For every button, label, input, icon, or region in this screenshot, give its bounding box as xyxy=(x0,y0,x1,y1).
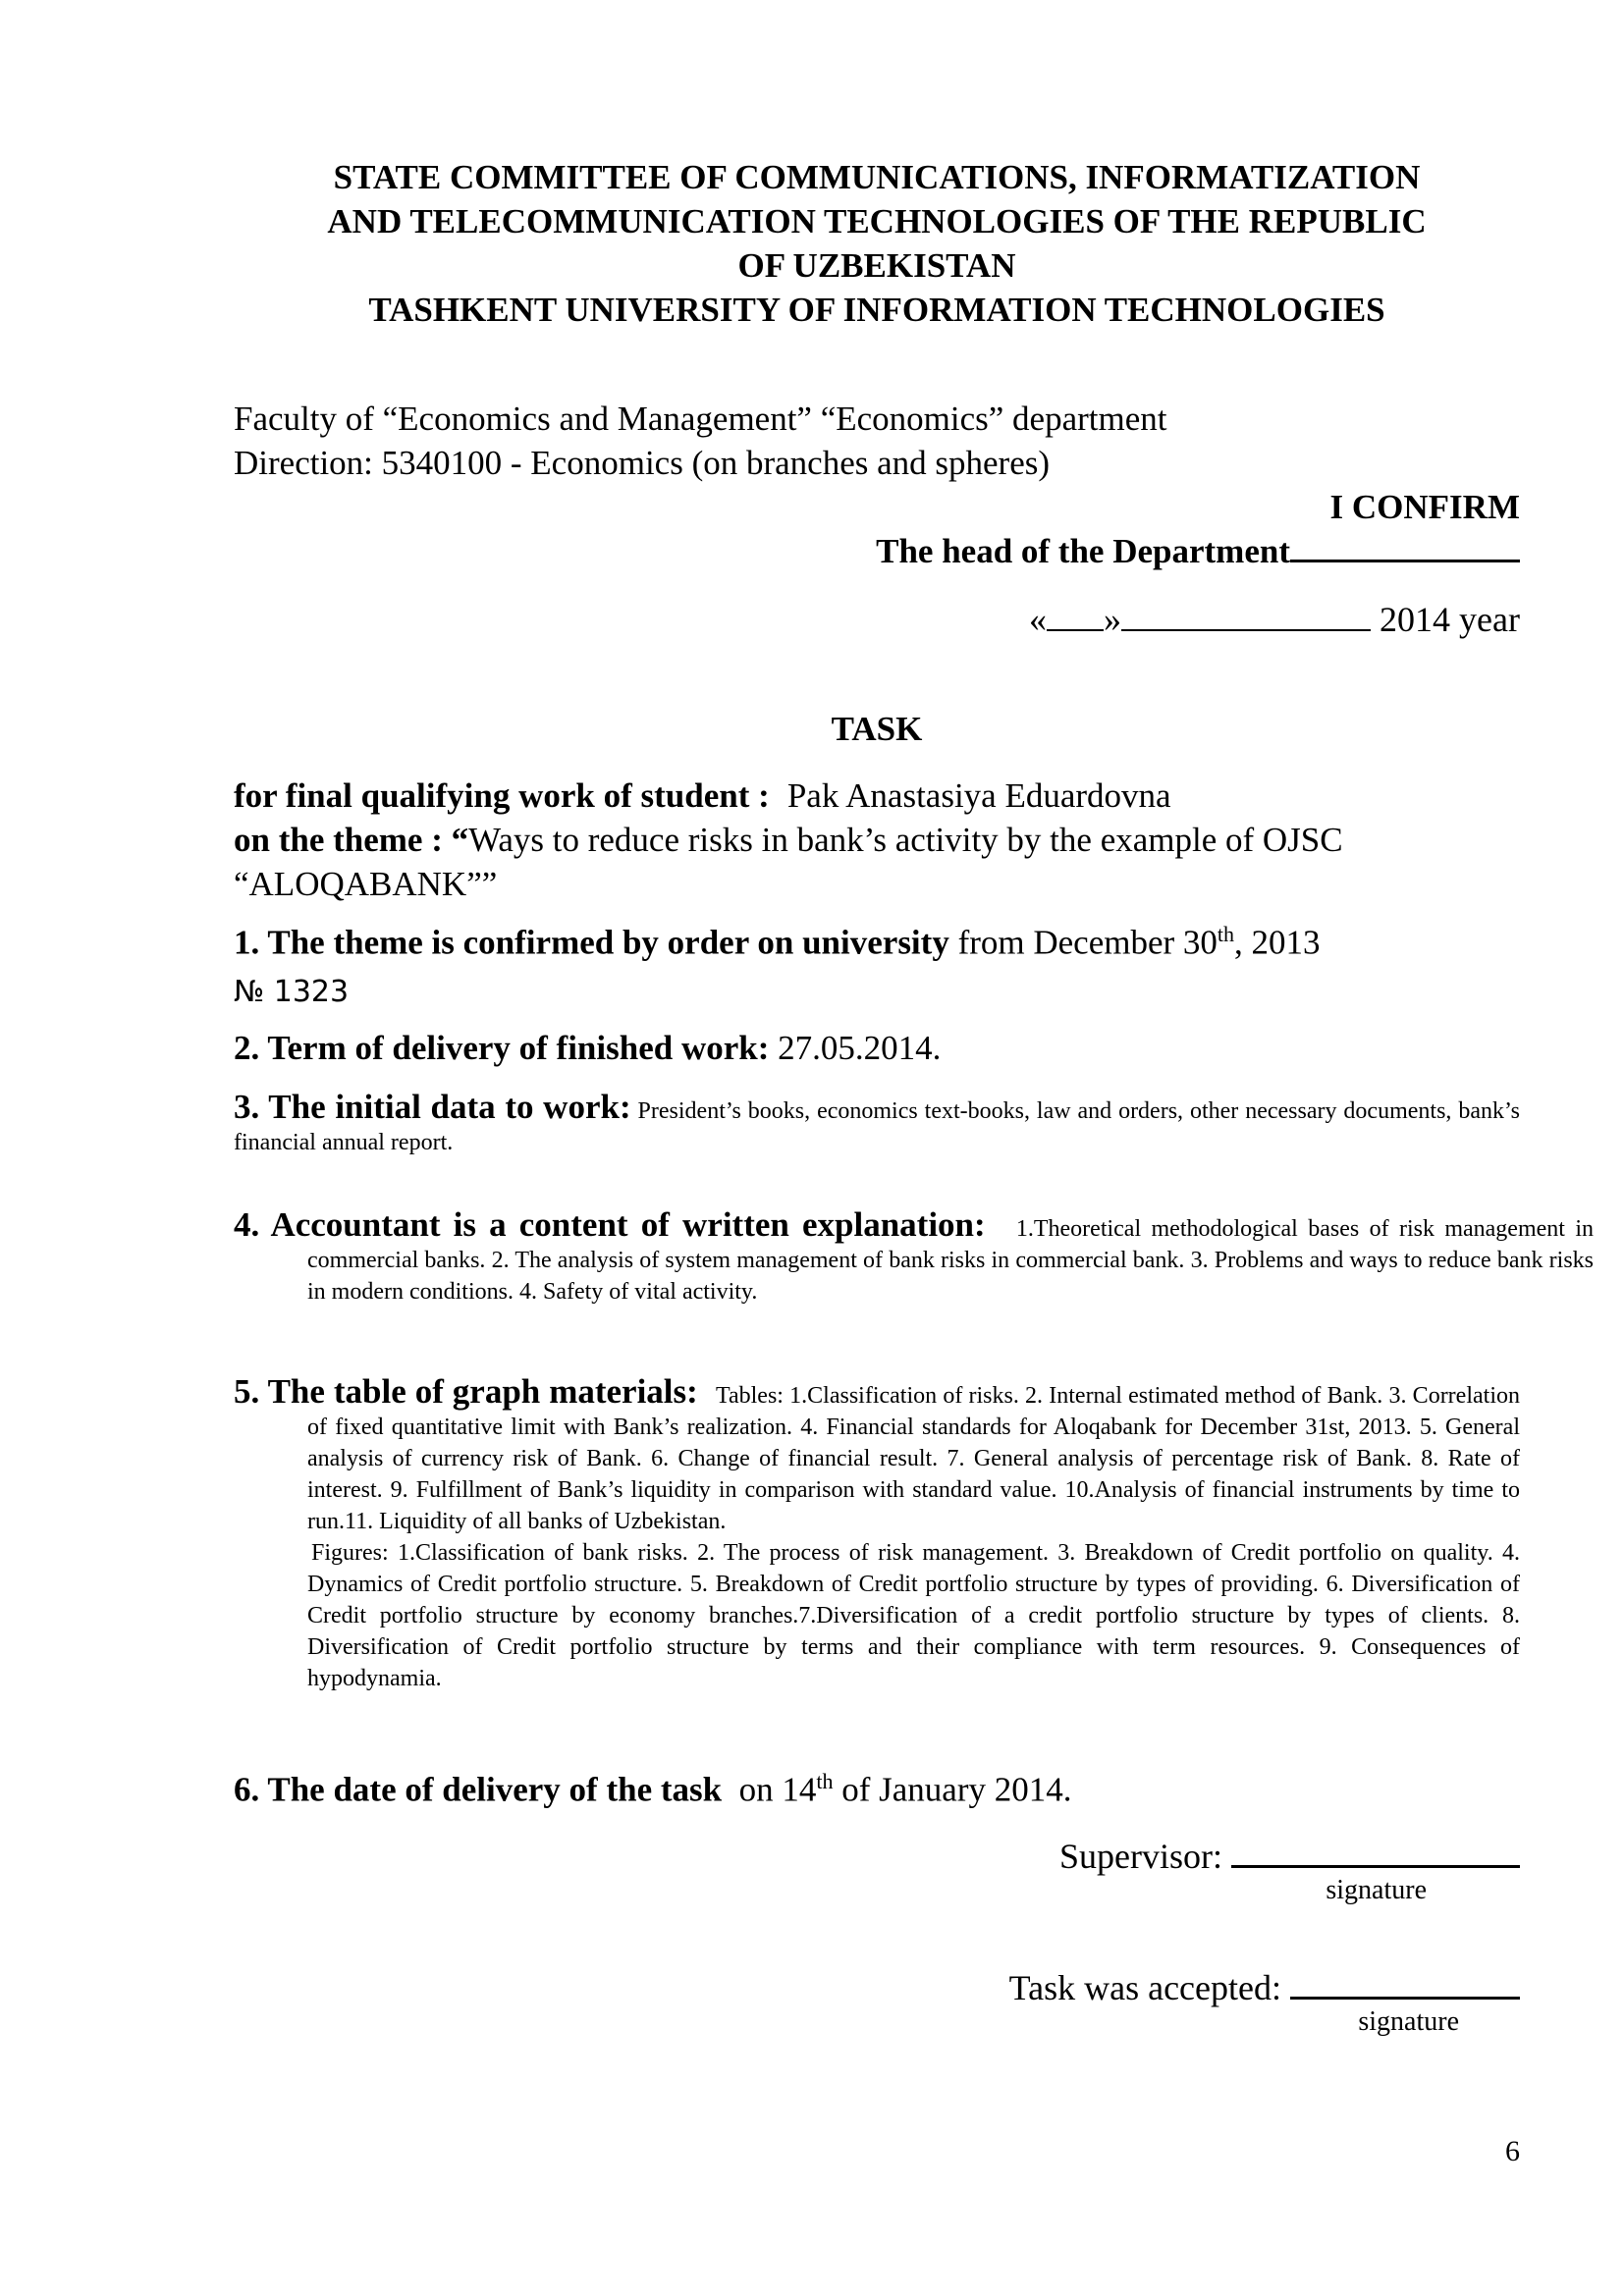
header-line-2: AND TELECOMMUNICATION TECHNOLOGIES OF THE REPUBLIC xyxy=(327,202,1427,240)
task-intro xyxy=(234,774,1520,906)
item-1-year: , 2013 xyxy=(1234,923,1321,962)
department-head-line xyxy=(876,529,1520,573)
item-5 xyxy=(234,1372,1520,1694)
month-blank xyxy=(1121,600,1371,631)
confirm-title: I CONFIRM xyxy=(1329,488,1520,526)
header-line-1: STATE COMMITTEE OF COMMUNICATIONS, INFORMATIZATION xyxy=(333,158,1421,196)
student-name: Pak Anastasiya Eduardovna xyxy=(786,776,1171,815)
task-title: TASK xyxy=(831,710,923,748)
theme-value: Ways to reduce risks in bank’s activity by the example of OJSC “ALOQABANK”” xyxy=(234,821,1343,903)
item-1-order-number: № 1323 xyxy=(234,974,350,1009)
direction-line: Direction: 5340100 - Economics (on branches and spheres) xyxy=(234,444,1051,482)
accepted-signature-line xyxy=(1290,1965,1520,2000)
item-6-month-year: of January 2014. xyxy=(841,1770,1072,1809)
item-1-date-suffix: th xyxy=(1217,922,1235,946)
accepted-signature xyxy=(1009,1965,1520,2010)
item-1 xyxy=(234,911,1520,1016)
item-4-text: 1.Theoretical methodological bases of risk management in commercial banks. 2. The analysis of system management of bank risks in commercial bank. 3. Problems and ways to reduce bank risks in modern conditions. 4. Safety of vital activity. xyxy=(307,1216,1595,1305)
item-3-label: 3. The initial data to work: xyxy=(234,1088,631,1126)
item-2-label: . Term of delivery of finished work: xyxy=(250,1029,770,1067)
supervisor-signature-caption: signature xyxy=(1326,1875,1427,1905)
item-6-label: 6. The date of delivery of the task xyxy=(234,1770,723,1809)
faculty-info xyxy=(234,397,1167,485)
date-year: 2014 year xyxy=(1380,600,1520,639)
confirm-block xyxy=(876,485,1520,573)
accepted-signature-caption: signature xyxy=(1358,2006,1459,2037)
item-3-text: President’s books, economics text-books, law and orders, other necessary documents, bank’s financial annual report. xyxy=(234,1098,1521,1155)
confirm-date-line xyxy=(1029,598,1520,642)
date-close-quote: » xyxy=(1104,600,1122,639)
item-5-figures: Figures: 1.Classification of bank risks. 2. The process of risk management. 3. Breakdown of Credit portfolio on quality. 4. Dynamics of Credit portfolio structure. 5. Breakdown of Credit portfolio structure by types of providing. 6. Diversification of Credit portfolio structure by economy branches.7.Diversification of a credit portfolio structure by types of clients. 8. Diversification of Credit portfolio structure by terms and their compliance with term resources. 9. Consequences of hypodynamia. xyxy=(307,1540,1520,1691)
item-2-number: 2 xyxy=(234,1029,251,1067)
item-5-tables-text: Tables: 1.Classification of risks. 2. Internal estimated method of Bank. 3. Correlation of fixed quantitative limit with Bank’s realization. 4. Financial standards for Aloqabank for December 31st, 2013. 5. General analysis of currency risk of Bank. 6. Change of financial result. 7. General analysis of percentage risk of Bank. 8. Rate of interest. 9. Fulfillment of Bank’s liquidity in comparison with standard value. 10.Analysis of financial instruments by time to run.11. Liquidity of all banks of Uzbekistan. xyxy=(307,1383,1520,1534)
supervisor-signature-line xyxy=(1231,1834,1520,1868)
theme-label: on the theme : “ xyxy=(234,821,469,859)
header-line-4: TASHKENT UNIVERSITY OF INFORMATION TECHNOLOGIES xyxy=(368,291,1385,329)
student-line xyxy=(234,774,1520,818)
supervisor-label: Supervisor: xyxy=(1059,1837,1222,1876)
item-6-date-suffix: th xyxy=(816,1769,834,1793)
item-5-tables xyxy=(234,1372,1520,1537)
faculty-line: Faculty of “Economics and Management” “Economics” department xyxy=(234,400,1167,438)
header-line-3: OF UZBEKISTAN xyxy=(737,246,1016,285)
item-2-value: 27.05.2014. xyxy=(778,1029,942,1067)
item-1-label: 1. The theme is confirmed by order on university xyxy=(234,923,949,962)
item-6 xyxy=(234,1759,1520,1812)
student-label: for final qualifying work of student : xyxy=(234,776,770,815)
department-head-signature-line xyxy=(1290,530,1520,562)
accepted-label: Task was accepted: xyxy=(1008,1968,1281,2007)
item-4 xyxy=(234,1205,1595,1308)
item-2 xyxy=(234,1026,1520,1070)
page-number: 6 xyxy=(1505,2135,1520,2167)
document-header xyxy=(234,155,1520,332)
item-1-date: from December 30 xyxy=(957,923,1218,962)
date-open-quote: « xyxy=(1029,600,1048,639)
day-blank xyxy=(1047,600,1104,631)
department-head-label: The head of the Department xyxy=(876,532,1290,570)
theme-line xyxy=(234,818,1520,906)
item-5-label: 5. The table of graph materials: xyxy=(234,1372,698,1411)
item-3 xyxy=(234,1088,1521,1158)
item-6-date: on 14 xyxy=(738,1770,817,1809)
document-page xyxy=(234,0,1595,2296)
item-4-label: 4. Accountant is a content of written explanation: xyxy=(234,1205,986,1244)
supervisor-signature xyxy=(1059,1834,1520,1879)
